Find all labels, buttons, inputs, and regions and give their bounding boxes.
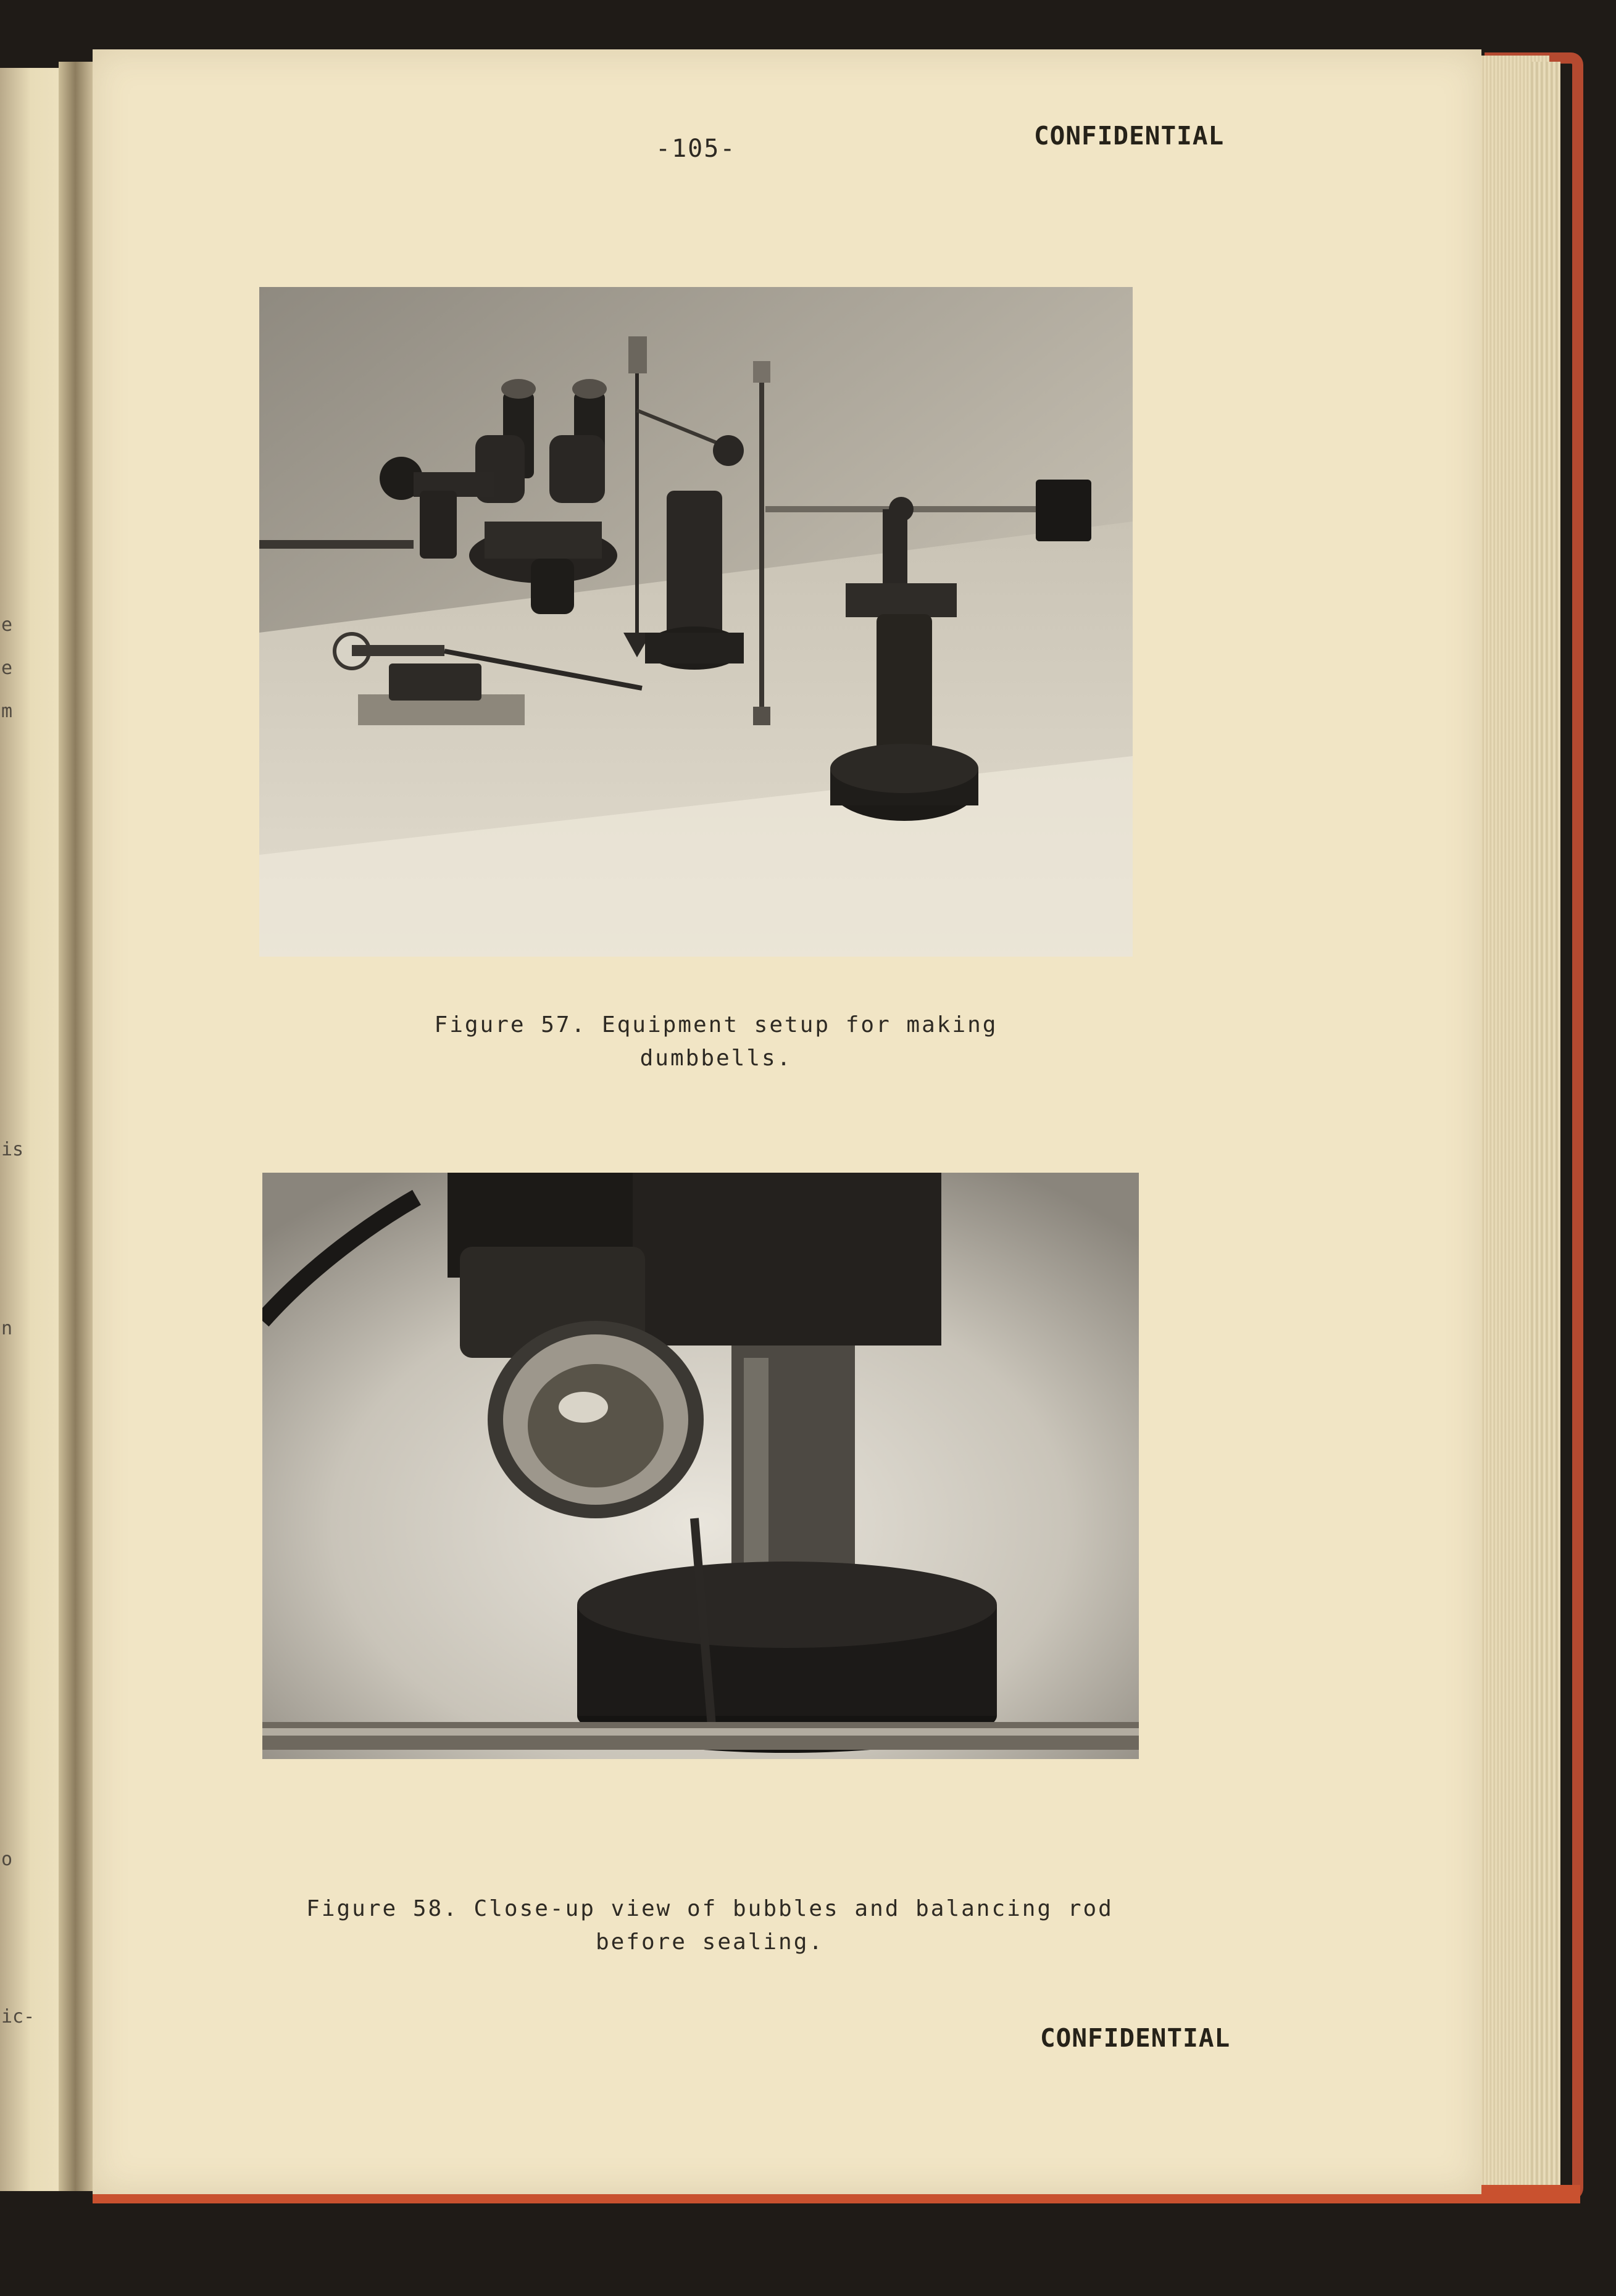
page-number: -105-	[656, 135, 736, 163]
book-spine-gutter	[59, 62, 96, 2191]
left-page-fragment: n	[1, 1318, 13, 1339]
confidential-header: CONFIDENTIAL	[1034, 121, 1225, 151]
left-page-fragment: m	[1, 701, 13, 722]
left-page-fragment: is	[1, 1139, 24, 1160]
left-page-fragment: o	[1, 1849, 13, 1870]
figure-57-caption	[346, 1009, 1086, 1075]
figure-58-photo	[262, 1173, 1139, 1759]
figure-58-caption-line2: before sealing.	[595, 1929, 825, 1955]
figure-58-caption-line1: Figure 58. Close-up view of bubbles and balancing rod	[306, 1896, 1114, 1921]
figure-57-photo	[259, 287, 1133, 957]
figure-58-caption	[259, 1892, 1160, 1959]
figure-57-caption-line2: dumbbells.	[639, 1046, 793, 1071]
left-page-fragment: e	[1, 657, 13, 679]
left-page-fragment: e	[1, 614, 13, 636]
confidential-footer: CONFIDENTIAL	[1040, 2023, 1231, 2053]
left-page-fragment: ic-	[1, 2006, 35, 2028]
figure-57-caption-line1: Figure 57. Equipment setup for making	[434, 1012, 998, 1038]
page-stack-inner	[1530, 62, 1560, 2191]
